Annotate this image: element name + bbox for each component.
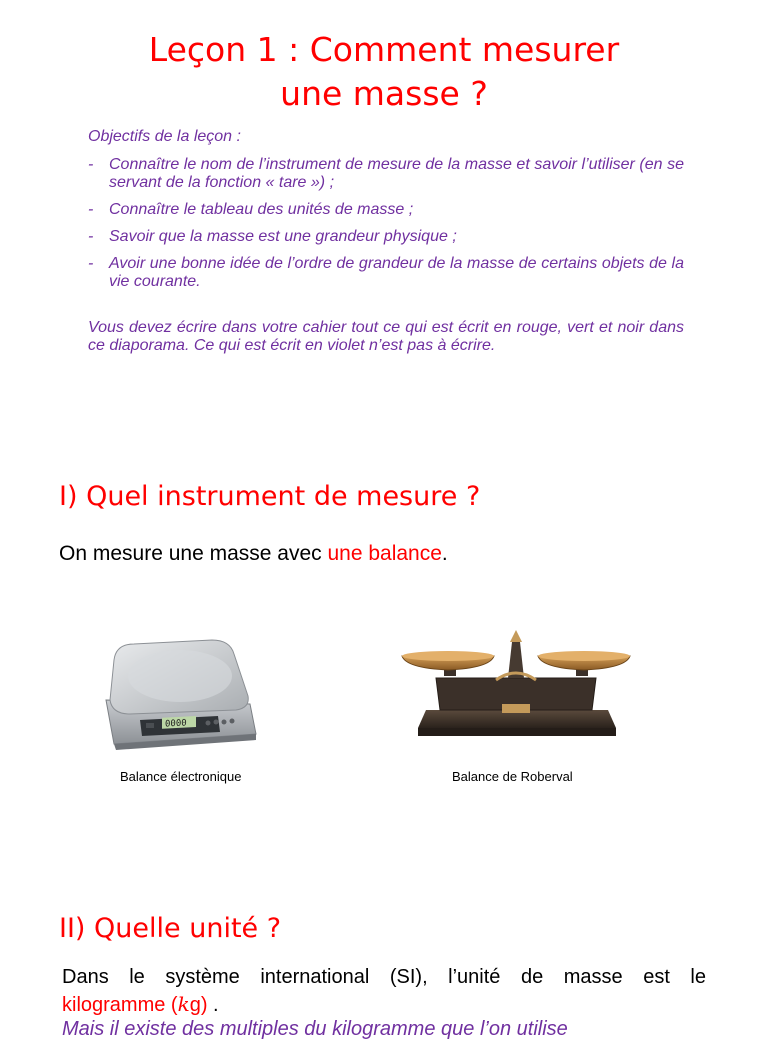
objective-item: - Avoir une bonne idée de l’ordre de grandeur de la masse de certains objets de la vie courante. [88,255,684,291]
writing-instructions: Vous devez écrire dans votre cahier tout ce qui est écrit en rouge, vert et noir dans ce diaporama. Ce qui est écrit en violet n’est pas à écrire. [88,319,684,354]
instrument-sentence [59,540,448,568]
lesson-title-line2: une masse ? [280,74,488,113]
objectives-list [88,156,684,291]
caption-roberval-balance: Balance de Roberval [452,769,573,784]
instrument-sentence-end: . [441,542,448,565]
lesson-title [0,28,768,116]
unit-symbol-g: g) [189,994,208,1016]
cut-off-line: Mais il existe des multiples du kilogramme que l’on utilise [62,1018,568,1040]
objectives-block [88,128,684,355]
unit-paragraph [62,964,706,1019]
objectives-heading: Objectifs de la leçon : [88,128,241,145]
objective-item: - Connaître le tableau des unités de masse ; [88,201,684,219]
unit-paragraph-line2 [62,991,706,1019]
instrument-name: une balance [327,542,442,565]
unit-paragraph-end: . [207,994,219,1016]
electronic-scale-image [100,630,260,752]
objective-item: - Savoir que la masse est une grandeur physique ; [88,228,684,246]
roberval-balance-image [396,628,636,740]
instrument-sentence-start: On mesure une masse avec [59,542,328,565]
caption-electronic-scale: Balance électronique [120,769,242,784]
lesson-title-line1: Leçon 1 : Comment mesurer [148,30,620,69]
section1-heading: I) Quel instrument de mesure ? [59,481,481,512]
unit-name: kilogramme ( [62,994,178,1016]
unit-paragraph-line1: Dans le système international (SI), l’unité de masse est le [62,966,706,988]
objective-item: - Connaître le nom de l’instrument de mesure de la masse et savoir l’utiliser (en se servant de la fonction « tare ») ; [88,156,684,192]
unit-symbol-k: k [177,992,190,1016]
section2-heading: II) Quelle unité ? [59,913,282,944]
scale-display-reading: 0000 [165,718,187,730]
